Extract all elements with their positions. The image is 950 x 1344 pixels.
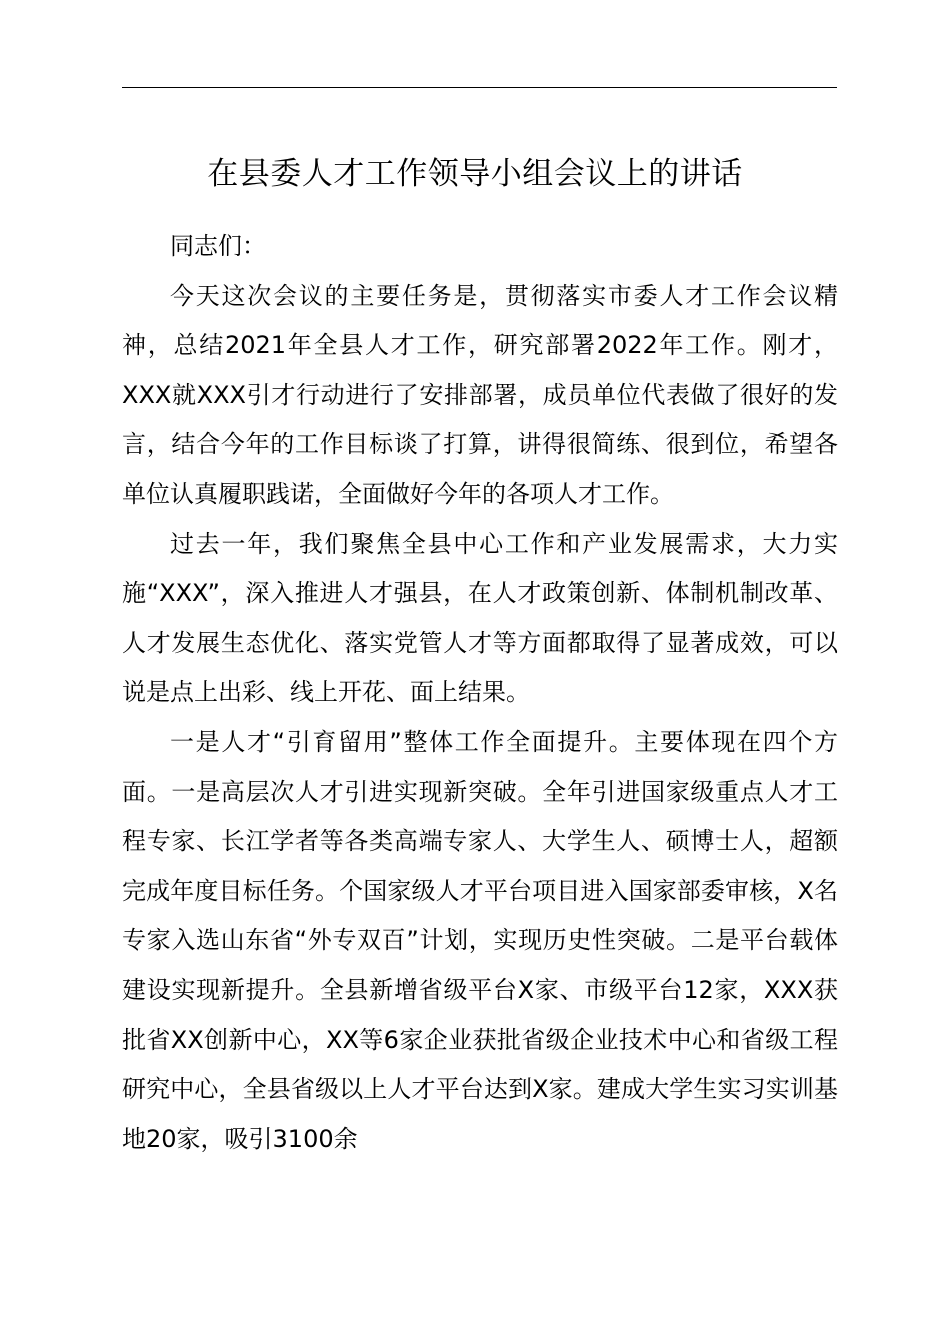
- salutation-paragraph: 同志们：: [170, 232, 266, 260]
- achievements-paragraph: 一是人才“引育留用”整体工作全面提升。主要体现在四个方面。一是高层次人才引进实现新突破。全年引进国家级重点人才工程专家、长江学者等各类高端专家人、大学生人、硕博士人，超额完成年度目标任务。个国家级人才平台项目进入国家部委审核，X名专家入选山东省“外专双百”计划，实现历史性突破。二是平台载体建设实现新提升。全县新增省级平台X家、市级平台12家，XXX获批省XX创新中心，XX等6家企业获批省级企业技术中心和省级工程研究中心，全县省级以上人才平台达到X家。建成大学生实习实训基地20家，吸引3100余: [122, 727, 838, 1153]
- review-paragraph: 过去一年，我们聚焦全县中心工作和产业发展需求，大力实施“XXX”，深入推进人才强县，在人才政策创新、体制机制改革、人才发展生态优化、落实党管人才等方面都取得了显著成效，可以说是点上出彩、线上开花、面上结果。: [122, 529, 838, 707]
- document-body: [122, 222, 838, 1164]
- header-rule: [122, 87, 837, 88]
- intro-paragraph: 今天这次会议的主要任务是，贯彻落实市委人才工作会议精神，总结2021年全县人才工作，研究部署2022年工作。刚才，XXX就XXX引才行动进行了安排部署，成员单位代表做了很好的发言，结合今年的工作目标谈了打算，讲得很简练、很到位，希望各单位认真履职践诺，全面做好今年的各项人才工作。: [122, 281, 838, 508]
- document-title: 在县委人才工作领导小组会议上的讲话: [207, 156, 743, 192]
